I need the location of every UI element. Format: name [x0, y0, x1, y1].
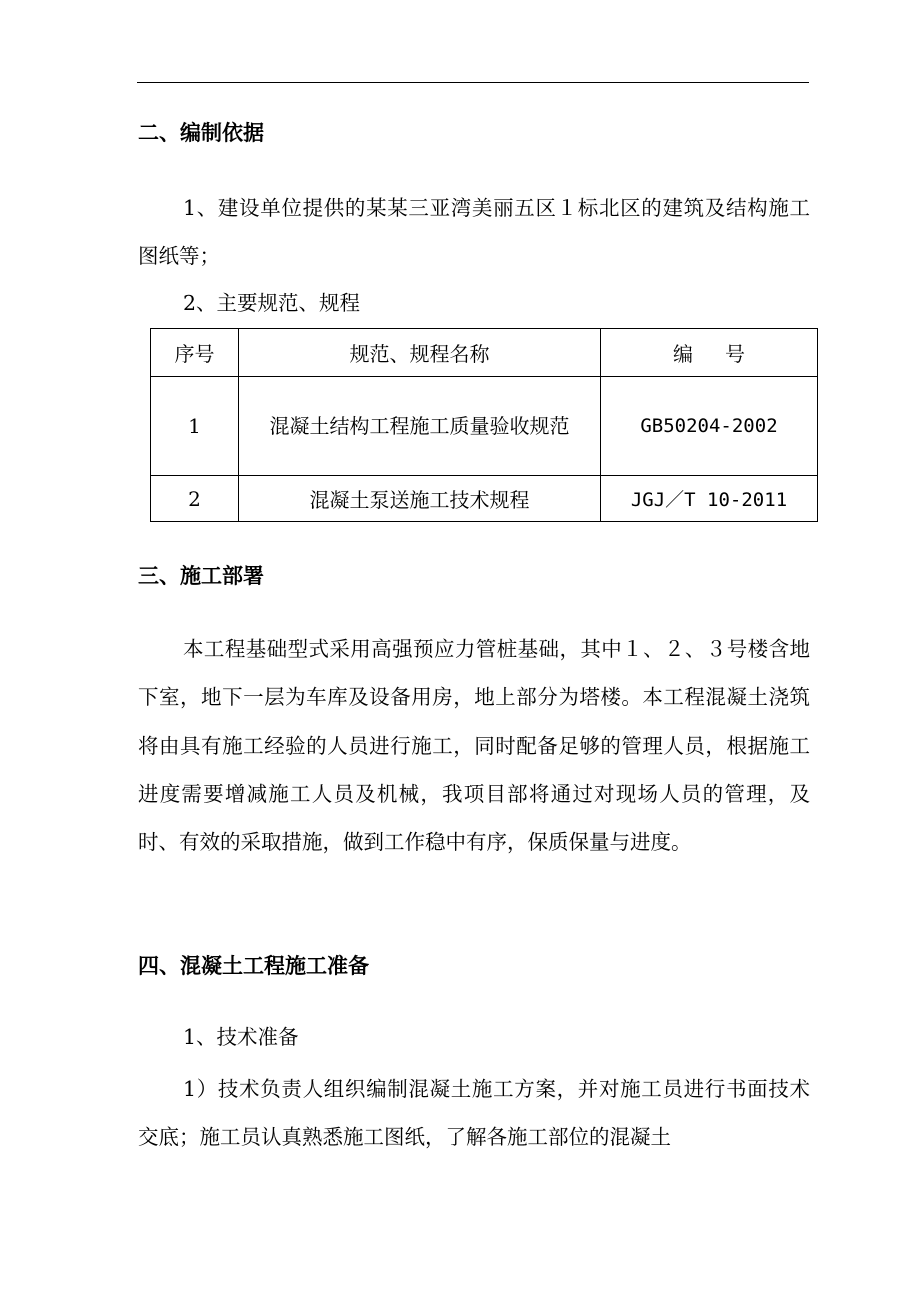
spec-table	[150, 328, 818, 522]
row-no-cell: 2	[151, 476, 239, 522]
header-code-label: 编号	[673, 342, 777, 366]
header-cell-code	[601, 329, 818, 377]
section-heading-basis: 二、编制依据	[138, 121, 264, 145]
table-row	[151, 377, 818, 476]
header-cell-name: 规范、规程名称	[239, 329, 601, 377]
row-code-cell: GB50204-2002	[601, 377, 818, 476]
preparation-subheading-1: 1、技术准备	[183, 1025, 299, 1049]
header-rule	[137, 82, 809, 83]
deployment-paragraph: 本工程基础型式采用高强预应力管桩基础，其中１、２、３号楼含地下室，地下一层为车库及设备用房，地上部分为塔楼。本工程混凝土浇筑将由具有施工经验的人员进行施工，同时配备足够的管理人员，根据施工进度需要增减施工人员及机械，我项目部将通过对现场人员的管理，及时、有效的采取措施，做到工作稳中有序，保质保量与进度。	[138, 637, 810, 855]
row-name-cell: 混凝土泵送施工技术规程	[239, 476, 601, 522]
spec-table-header-row	[151, 329, 818, 377]
section-heading-preparation: 四、混凝土工程施工准备	[138, 954, 369, 978]
table-row	[151, 476, 818, 522]
row-no-cell: 1	[151, 377, 239, 476]
row-name-cell: 混凝土结构工程施工质量验收规范	[239, 377, 601, 476]
row-code-cell: JGJ／T 10-2011	[601, 476, 818, 522]
header-cell-no: 序号	[151, 329, 239, 377]
basis-item-1: 1、建设单位提供的某某三亚湾美丽五区１标北区的建筑及结构施工图纸等；	[138, 196, 810, 269]
basis-item-2: 2、主要规范、规程	[183, 291, 361, 315]
preparation-paragraph-1: 1）技术负责人组织编制混凝土施工方案，并对施工员进行书面技术交底；施工员认真熟悉施工图纸，了解各施工部位的混凝土	[138, 1077, 810, 1150]
section-heading-deployment: 三、施工部署	[138, 564, 264, 588]
